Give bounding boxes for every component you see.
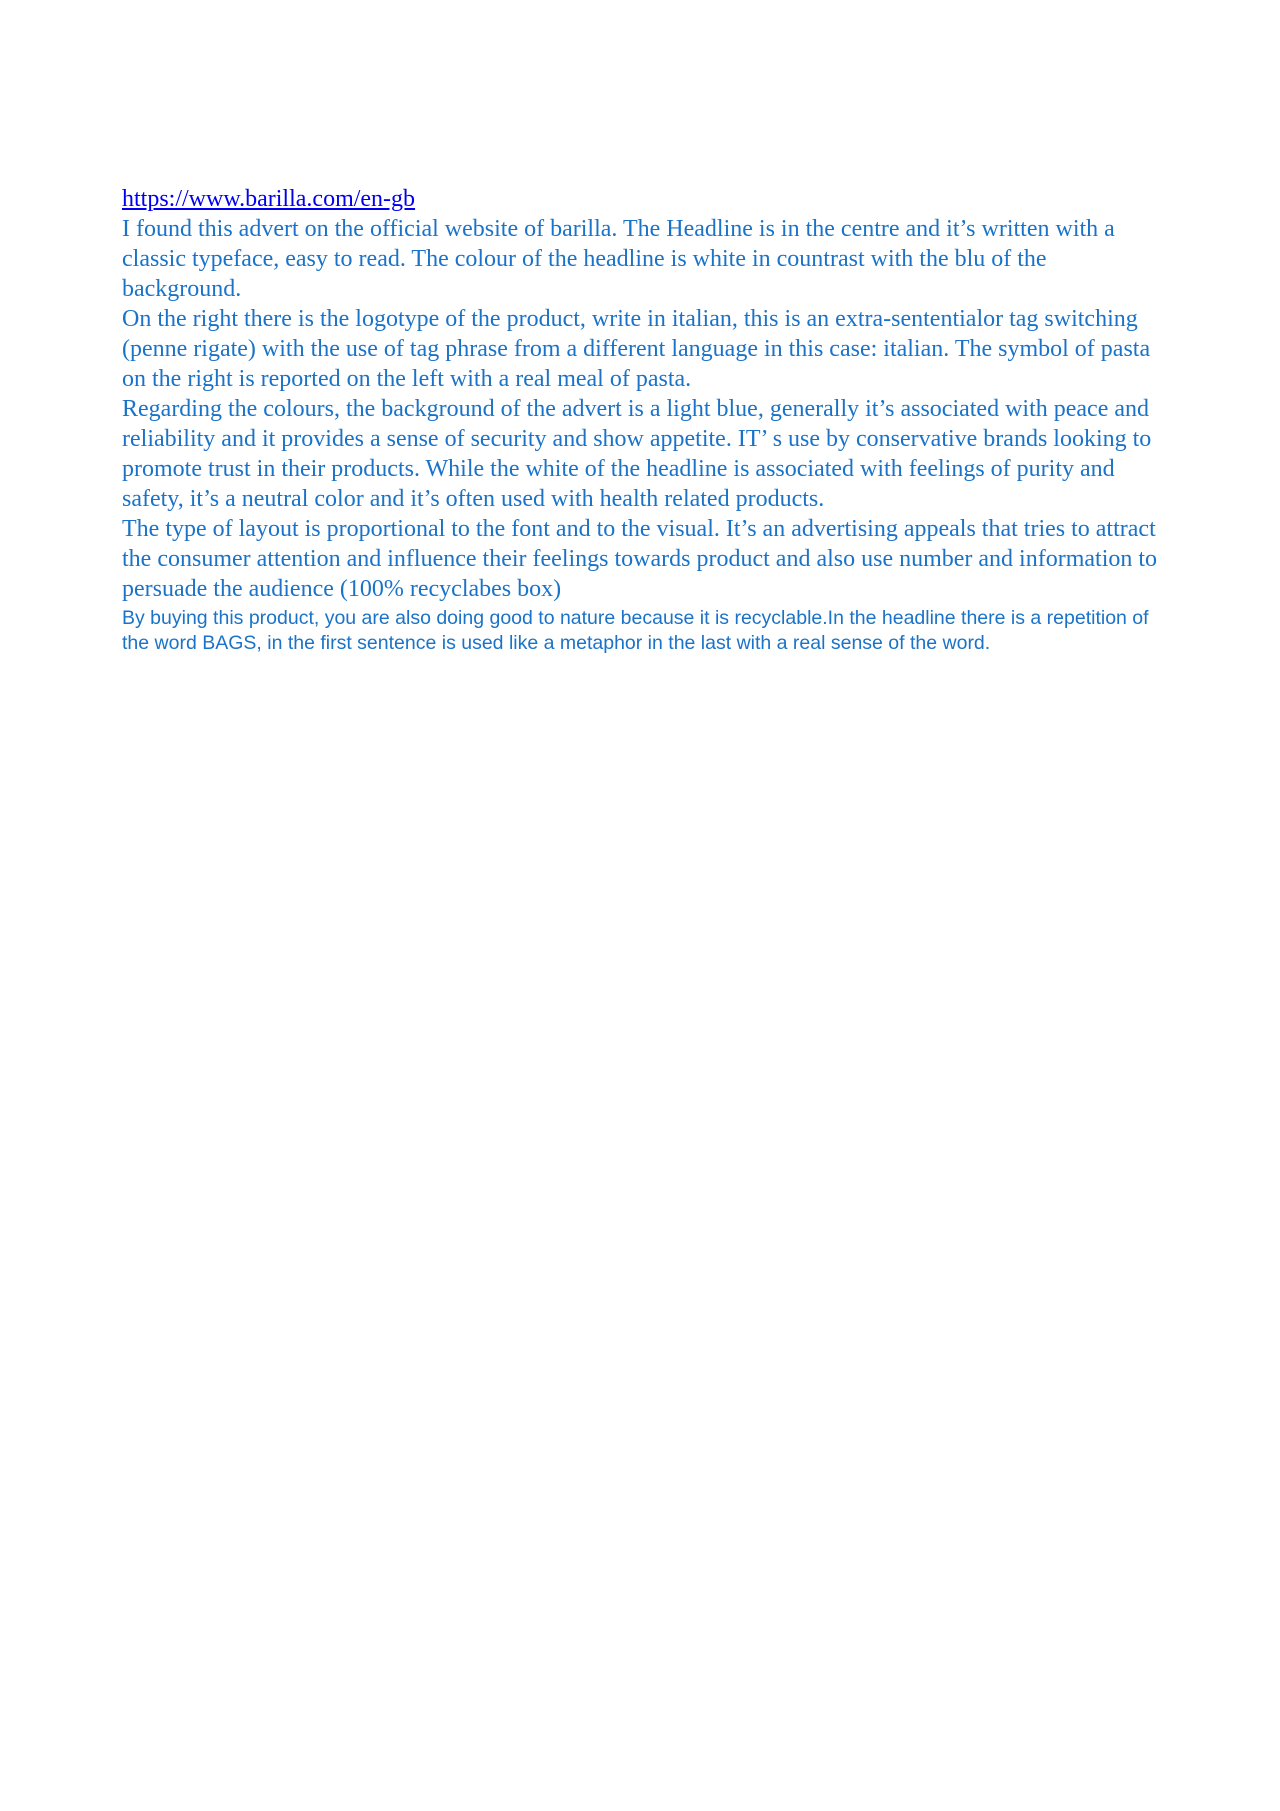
- paragraph-layout-description: The type of layout is proportional to the font and to the visual. It’s an advertising appeals that tries to attract the consumer attention and influence their feelings towards product and also use number and information to persuade the audience (100% recyclabes box): [122, 516, 1158, 602]
- paragraph-logotype-description: On the right there is the logotype of the product, write in italian, this is an extra-sententialor tag switching (penne rigate) with the use of tag phrase from a different language in this case: italian. The symbol of pasta on the right is reported on the left with a real meal of pasta.: [122, 306, 1151, 392]
- paragraph-recyclable-note: By buying this product, you are also doing good to nature because it is recyclable.In the headline there is a repetition of the word BAGS, in the first sentence is used like a metaphor in the last with a real sense of the word.: [122, 607, 1149, 654]
- barilla-website-link[interactable]: https://www.barilla.com/en-gb: [122, 186, 416, 212]
- paragraph-colours-description: Regarding the colours, the background of the advert is a light blue, generally it’s associated with peace and reliability and it provides a sense of security and show appetite. IT’ s use by conservative brands looking to promote trust in their products. While the white of the headline is associated with feelings of purity and safety, it’s a neutral color and it’s often used with health related products.: [122, 396, 1152, 512]
- paragraph-headline-description: I found this advert on the official website of barilla. The Headline is in the centre and it’s written with a classic typeface, easy to read. The colour of the headline is white in countrast with the blu of the background.: [122, 216, 1115, 302]
- document-body: [122, 184, 1162, 656]
